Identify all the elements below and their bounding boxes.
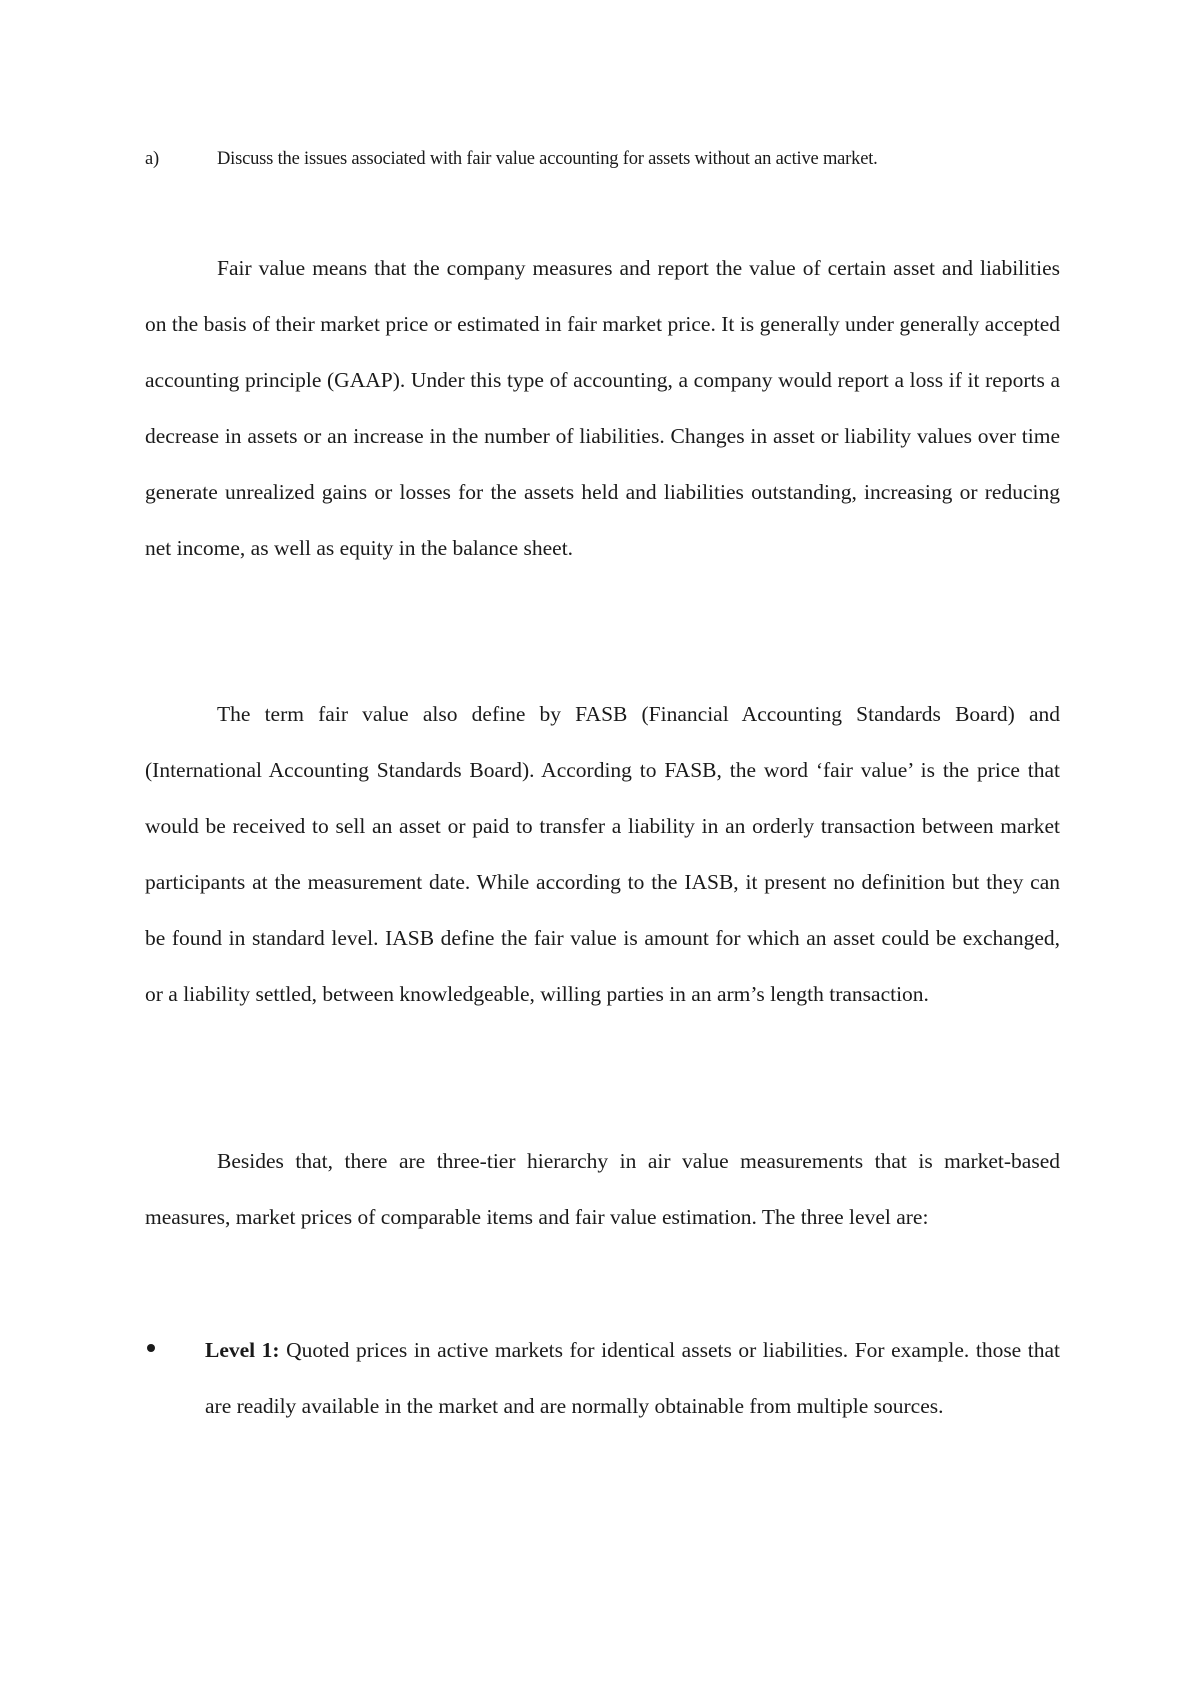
level-text: Quoted prices in active markets for identical assets or liabilities. For example. those that are readily available in the market and are normally obtainable from multiple sources. — [205, 1338, 1060, 1418]
question-label: a) — [145, 149, 159, 169]
level-label: Level 1: — [205, 1338, 280, 1362]
paragraph-three-tier-hierarchy: Besides that, there are three-tier hierarchy in air value measurements that is market-based measures, market prices of comparable items and fair value estimation. The three level are: — [145, 1149, 1060, 1229]
bullet-icon — [147, 1344, 155, 1352]
list-item — [145, 1322, 1060, 1434]
question-text: Discuss the issues associated with fair value accounting for assets without an active market. — [217, 149, 878, 169]
paragraph-fasb-iasb: The term fair value also define by FASB (Financial Accounting Standards Board) and (International Accounting Standards Board). According to FASB, the word ‘fair value’ is the price that would be received to sell an asset or paid to transfer a liability in an orderly transaction between market participants at the measurement date. While according to the IASB, it present no definition but they can be found in standard level. IASB define the fair value is amount for which an asset could be exchanged, or a liability settled, between knowledgeable, willing parties in an arm’s length transaction. — [145, 702, 1060, 1006]
question-heading — [145, 146, 1075, 172]
levels-list — [145, 1322, 1060, 1434]
paragraph-fair-value-definition: Fair value means that the company measures and report the value of certain asset and liabilities on the basis of their market price or estimated in fair market price. It is generally under generally accepted accounting principle (GAAP). Under this type of accounting, a company would report a loss if it reports a decrease in assets or an increase in the number of liabilities. Changes in asset or liability values over time generate unrealized gains or losses for the assets held and liabilities outstanding, increasing or reducing net income, as well as equity in the balance sheet. — [145, 256, 1060, 560]
